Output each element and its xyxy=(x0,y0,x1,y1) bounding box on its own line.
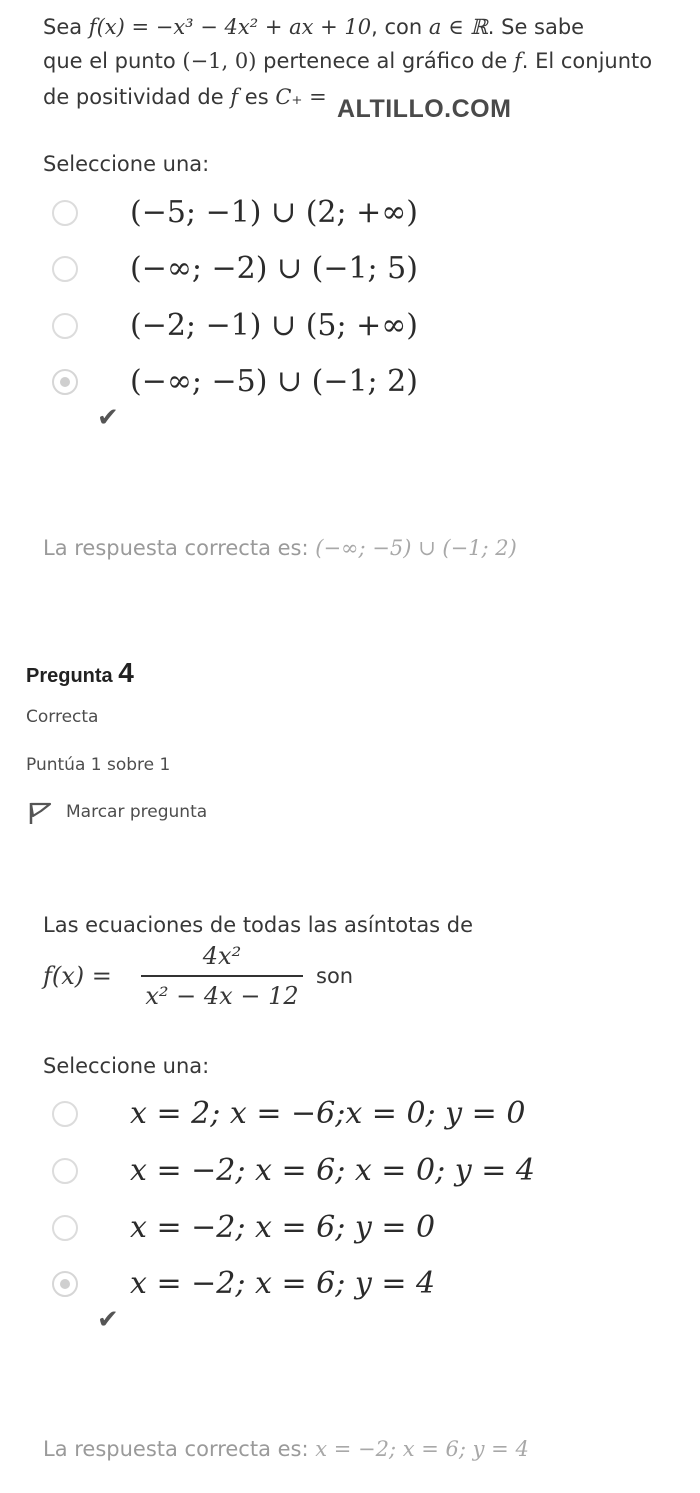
select-label: Seleccione una: xyxy=(43,152,210,176)
q3-text: . Se sabe xyxy=(487,15,585,39)
option-label: (−5; −1) ∪ (2; +∞) xyxy=(130,195,418,230)
q3-math: C₊ = xyxy=(275,85,327,109)
feedback-label: La respuesta correcta es: xyxy=(43,1437,316,1461)
fraction-numerator: 4x² xyxy=(202,942,242,970)
answer-option[interactable] xyxy=(52,194,652,234)
text-son: son xyxy=(316,964,354,988)
option-label: x = −2; x = 6; x = 0; y = 4 xyxy=(130,1153,535,1188)
feedback-value: (−∞; −5) ∪ (−1; 2) xyxy=(315,536,517,560)
feedback-value: x = −2; x = 6; y = 4 xyxy=(315,1437,529,1461)
radio-button[interactable] xyxy=(52,256,78,282)
watermark: ALTILLO.COM xyxy=(337,95,512,123)
radio-button[interactable] xyxy=(52,1215,78,1241)
question-title xyxy=(26,657,134,689)
answer-option-selected[interactable] xyxy=(52,1265,652,1305)
answer-option[interactable] xyxy=(52,1152,652,1192)
radio-button-checked[interactable] xyxy=(52,369,78,395)
radio-button[interactable] xyxy=(52,313,78,339)
option-label: x = −2; x = 6; y = 4 xyxy=(130,1266,436,1301)
question-number: 4 xyxy=(118,657,134,688)
question3-text-line1 xyxy=(43,10,584,44)
function-definition xyxy=(43,940,403,1020)
q3-math: (−1, 0) xyxy=(182,49,257,73)
answer-option[interactable] xyxy=(52,1095,652,1135)
radio-button[interactable] xyxy=(52,200,78,226)
question3-text-line3 xyxy=(43,80,327,114)
fraction-bar xyxy=(141,975,303,977)
option-label: (−2; −1) ∪ (5; +∞) xyxy=(130,308,418,343)
option-label: x = −2; x = 6; y = 0 xyxy=(130,1210,436,1245)
question4-text-line1: Las ecuaciones de todas las asíntotas de xyxy=(43,913,474,937)
flag-icon xyxy=(28,801,54,825)
radio-button-checked[interactable] xyxy=(52,1271,78,1297)
question-status: Correcta xyxy=(26,707,99,727)
option-label: (−∞; −2) ∪ (−1; 5) xyxy=(130,251,418,286)
q3-text: es xyxy=(238,85,276,109)
q3-text: que el punto xyxy=(43,49,183,73)
q3-math: f xyxy=(230,85,239,109)
function-lhs: f(x) = xyxy=(43,962,112,990)
q3-math: f(x) = −x³ − 4x² + ax + 10 xyxy=(88,15,372,39)
q3-text: Sea xyxy=(43,15,89,39)
check-icon: ✔ xyxy=(97,1305,119,1335)
answer-option[interactable] xyxy=(52,1209,652,1249)
feedback-label: La respuesta correcta es: xyxy=(43,536,316,560)
radio-button[interactable] xyxy=(52,1158,78,1184)
fraction-denominator: x² − 4x − 12 xyxy=(145,982,299,1010)
select-label: Seleccione una: xyxy=(43,1054,210,1078)
fraction xyxy=(141,940,303,1012)
radio-button[interactable] xyxy=(52,1101,78,1127)
check-icon: ✔ xyxy=(97,403,119,433)
answer-option[interactable] xyxy=(52,250,652,290)
answer-option[interactable] xyxy=(52,307,652,347)
option-label: (−∞; −5) ∪ (−1; 2) xyxy=(130,364,418,399)
q3-text: de positividad de xyxy=(43,85,231,109)
q3-math: a ∈ ℝ xyxy=(428,15,488,39)
question-score: Puntúa 1 sobre 1 xyxy=(26,755,171,775)
question3-text-line2 xyxy=(43,44,652,78)
q3-text: . El conjunto xyxy=(521,49,653,73)
q3-text: pertenece al gráfico de xyxy=(256,49,514,73)
q3-math: f xyxy=(513,49,522,73)
option-label: x = 2; x = −6;x = 0; y = 0 xyxy=(130,1096,526,1131)
question-title-word: Pregunta xyxy=(26,665,113,687)
answer-option-selected[interactable] xyxy=(52,363,652,403)
correct-answer-feedback xyxy=(43,1437,529,1461)
flag-question-label: Marcar pregunta xyxy=(66,802,208,822)
q3-text: , con xyxy=(371,15,429,39)
correct-answer-feedback xyxy=(43,536,517,560)
